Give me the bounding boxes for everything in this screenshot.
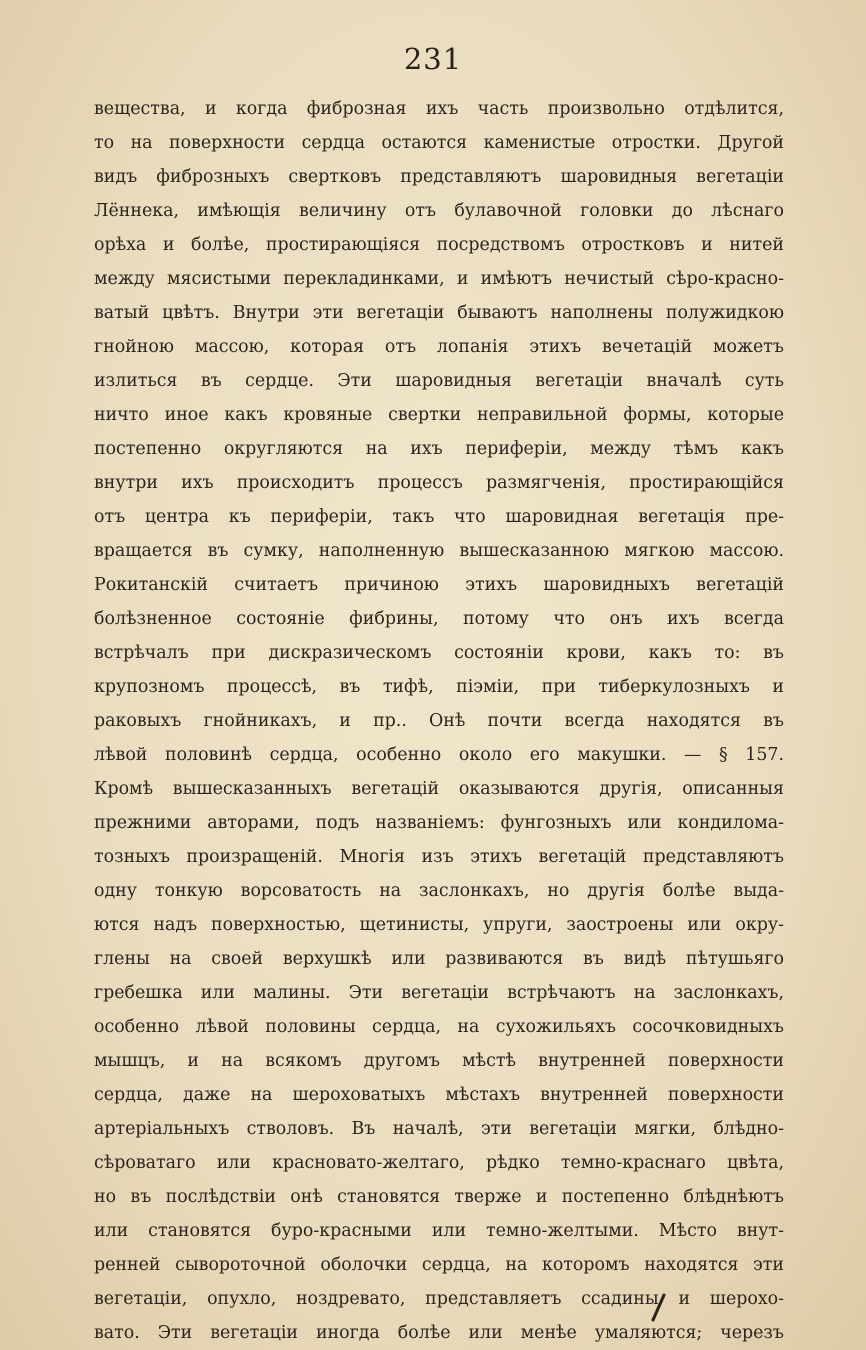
text-line: крупозномъ процессѣ, въ тифѣ, піэміи, при тиберкулозныхъ и <box>94 677 784 697</box>
text-line: ватый цвѣтъ. Внутри эти вегетаціи бываютъ наполнены полужидкою <box>94 303 784 323</box>
text-line: орѣха и болѣе, простирающіяся посредствомъ отростковъ и нитей <box>94 235 784 255</box>
text-line: гребешка или малины. Эти вегетаціи встрѣчаютъ на заслонкахъ, <box>94 983 784 1003</box>
text-line: вещества, и когда фиброзная ихъ часть произвольно отдѣлится, <box>94 99 784 119</box>
text-line: раковыхъ гнойникахъ, и пр.. Онѣ почти всегда находятся въ <box>94 711 784 731</box>
text-line: прежними авторами, подъ названіемъ: фунгозныхъ или кондилома- <box>94 813 784 833</box>
text-line: ренней сывороточной оболочки сердца, на которомъ находятся эти <box>94 1255 784 1275</box>
text-line: особенно лѣвой половины сердца, на сухожильяхъ сосочковидныхъ <box>94 1017 784 1037</box>
text-line: гнойною массою, которая отъ лопанія этихъ вечетацій можетъ <box>94 337 784 357</box>
text-line: или становятся буро-красными или темно-желтыми. Мѣсто внут- <box>94 1221 784 1241</box>
text-line: видъ фиброзныхъ свертковъ представляютъ шаровидныя вегетаціи <box>94 167 784 187</box>
text-line: лѣвой половинѣ сердца, особенно около его макушки. — § 157. <box>94 745 784 765</box>
text-line: внутри ихъ происходитъ процессъ размягченія, простирающійся <box>94 473 784 493</box>
text-line: встрѣчалъ при дискразическомъ состояніи крови, какъ то: въ <box>94 643 784 663</box>
text-line: между мясистыми перекладинками, и имѣютъ нечистый сѣро-красно- <box>94 269 784 289</box>
text-line: мышцъ, и на всякомъ другомъ мѣстѣ внутренней поверхности <box>94 1051 784 1071</box>
text-line: вато. Эти вегетаціи иногда болѣе или менѣе умаляются; черезъ <box>94 1323 784 1343</box>
text-line: глены на своей верхушкѣ или развиваются въ видѣ пѣтушьяго <box>94 949 784 969</box>
text-line: сердца, даже на шероховатыхъ мѣстахъ внутренней поверхности <box>94 1085 784 1105</box>
text-line: сѣроватаго или красновато-желтаго, рѣдко темно-краснаго цвѣта, <box>94 1153 784 1173</box>
text-line: вращается въ сумку, наполненную вышесказанною мягкою массою. <box>94 541 784 561</box>
text-line: тозныхъ произращеній. Многія изъ этихъ вегетацій представляютъ <box>94 847 784 867</box>
text-line: но въ послѣдствіи онѣ становятся тверже и постепенно блѣднѣютъ <box>94 1187 784 1207</box>
text-line: ничто иное какъ кровяные свертки неправильной формы, которые <box>94 405 784 425</box>
body-text <box>94 92 784 1350</box>
text-line: вегетаціи, опухло, ноздревато, представляетъ ссадины и шерохо- <box>94 1289 784 1309</box>
text-line: постепенно округляются на ихъ периферіи, между тѣмъ какъ <box>94 439 784 459</box>
text-line: ются надъ поверхностью, щетинисты, упруги, заостроены или окру- <box>94 915 784 935</box>
page-number: 231 <box>403 42 463 76</box>
text-line: отъ центра къ периферіи, такъ что шаровидная вегетація пре- <box>94 507 784 527</box>
text-line: излиться въ сердце. Эти шаровидныя вегетаціи вначалѣ суть <box>94 371 784 391</box>
text-line: одну тонкую ворсоватость на заслонкахъ, но другія болѣе выда- <box>94 881 784 901</box>
text-line: Рокитанскій считаетъ причиною этихъ шаровидныхъ вегетацій <box>94 575 784 595</box>
text-line: то на поверхности сердца остаются каменистые отростки. Другой <box>94 133 784 153</box>
text-line: Кромѣ вышесказанныхъ вегетацій оказываются другія, описанныя <box>94 779 784 799</box>
pencil-mark <box>648 1293 670 1323</box>
text-line: болѣзненное состояніе фибрины, потому что онъ ихъ всегда <box>94 609 784 629</box>
text-line: Лённека, имѣющія величину отъ булавочной головки до лѣснаго <box>94 201 784 221</box>
text-line: артеріальныхъ стволовъ. Въ началѣ, эти вегетаціи мягки, блѣдно- <box>94 1119 784 1139</box>
